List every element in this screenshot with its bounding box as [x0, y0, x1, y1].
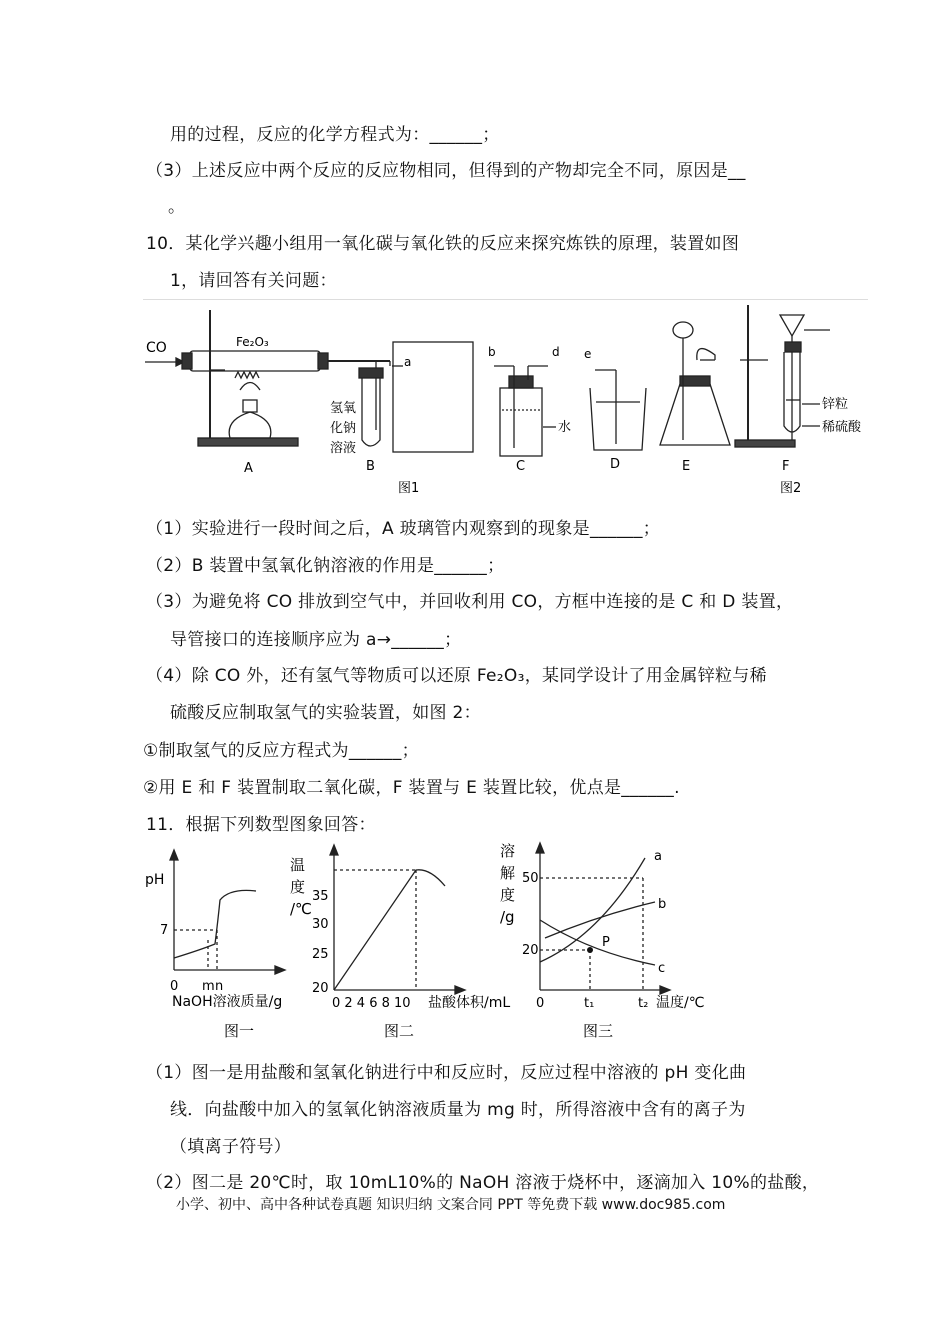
g3-curve-c: c	[658, 961, 666, 976]
acid-label: 稀硫酸	[822, 420, 862, 435]
text-line: （3）为避免将 CO 排放到空气中，并回收利用 CO，方框中连接的是 C 和 D 装置，	[146, 592, 794, 612]
g3-ylabel2: 解	[500, 864, 516, 882]
text-line: （1）图一是用盐酸和氢氧化钠进行中和反应时，反应过程中溶液的 pH 变化曲	[146, 1063, 747, 1083]
g1-y7: 7	[160, 923, 169, 938]
g1-xlabel: NaOH溶液质量/g	[172, 994, 283, 1010]
g3-caption: 图三	[583, 1022, 614, 1040]
water-label: 水	[558, 420, 572, 435]
g3-t1: t₁	[584, 996, 595, 1011]
g2-ylabel3: /℃	[290, 900, 312, 918]
g2-xticks: 0 2 4 6 8 10	[332, 996, 411, 1011]
label-C: C	[516, 459, 526, 474]
g2-tick-35: 35	[312, 889, 329, 904]
co-label: CO	[146, 340, 167, 356]
g2-caption: 图二	[384, 1022, 415, 1040]
g1-caption: 图一	[224, 1022, 255, 1040]
text-line: 用的过程，反应的化学方程式为：______；	[170, 125, 500, 145]
naoh-label-3: 溶液	[330, 441, 357, 456]
port-e-label: e	[584, 347, 592, 361]
naoh-label-1: 氢氧	[330, 401, 357, 416]
text-line: 硫酸反应制取氢气的实验装置，如图 2：	[170, 703, 481, 723]
g3-y20: 20	[522, 943, 539, 958]
text-line: 11．根据下列数型图象回答：	[146, 815, 376, 835]
text-line: 1，请回答有关问题：	[170, 271, 337, 291]
port-b-label: b	[488, 345, 496, 359]
g1-x0: 0	[170, 979, 179, 994]
label-A: A	[244, 461, 253, 476]
g3-curve-a: a	[654, 849, 662, 864]
text-line: （4）除 CO 外，还有氢气等物质可以还原 Fe₂O₃，某同学设计了用金属锌粒与稀	[146, 666, 767, 686]
g3-ylabel3: 度	[500, 886, 516, 904]
g3-ylabel4: /g	[500, 908, 515, 926]
text-line: （3）上述反应中两个反应的反应物相同，但得到的产物却完全不同，原因是__	[146, 161, 746, 181]
g3-y50: 50	[522, 871, 539, 886]
text-line: （1）实验进行一段时间之后，A 玻璃管内观察到的现象是______；	[146, 519, 661, 539]
text-line: ①制取氢气的反应方程式为______；	[143, 741, 419, 761]
text-line: （填离子符号）	[170, 1137, 292, 1157]
text-line: 。	[168, 197, 186, 217]
zinc-label: 锌粒	[822, 397, 849, 412]
label-B: B	[366, 459, 375, 474]
graphs-figure	[140, 840, 730, 1045]
g3-point-p: P	[602, 935, 610, 950]
g2-ylabel1: 温	[290, 856, 306, 874]
g1-xn: n	[215, 979, 224, 994]
g1-xm: m	[202, 979, 215, 994]
label-F: F	[782, 459, 790, 474]
g3-ylabel1: 溶	[500, 842, 516, 860]
text-line: 线．向盐酸中加入的氢氧化钠溶液质量为 mg 时，所得溶液中含有的离子为	[170, 1100, 746, 1120]
text-line: （2）B 装置中氢氧化钠溶液的作用是______；	[146, 556, 505, 576]
g2-tick-30: 30	[312, 917, 329, 932]
naoh-label-2: 化钠	[330, 421, 357, 436]
g2-xlabel: 盐酸体积/mL	[428, 995, 511, 1011]
g3-curve-b: b	[658, 897, 667, 912]
text-line: （2）图二是 20℃时，取 10mL10%的 NaOH 溶液于烧杯中，逐滴加入 10%的盐酸，	[146, 1173, 820, 1193]
label-D: D	[610, 457, 621, 472]
apparatus-figure	[140, 300, 880, 505]
g3-xlabel: 温度/℃	[656, 995, 705, 1011]
g1-ylabel: pH	[145, 872, 165, 888]
text-line: 导管接口的连接顺序应为 a→______；	[170, 630, 462, 650]
g2-tick-25: 25	[312, 947, 329, 962]
fe2o3-label: Fe₂O₃	[236, 335, 269, 349]
text-line: ②用 E 和 F 装置制取二氧化碳，F 装置与 E 装置比较，优点是______.	[143, 778, 680, 798]
page-footer: 小学、初中、高中各种试卷真题 知识归纳 文案合同 PPT 等免费下载 www.doc985.com	[176, 1197, 726, 1213]
text-line: 10．某化学兴趣小组用一氧化碳与氧化铁的反应来探究炼铁的原理，装置如图	[146, 234, 740, 254]
g2-ylabel2: 度	[290, 878, 306, 896]
g3-x0: 0	[536, 996, 545, 1011]
fig1-caption: 图1	[398, 481, 420, 496]
label-E: E	[682, 459, 691, 474]
g2-tick-20: 20	[312, 981, 329, 996]
port-d-label: d	[552, 345, 560, 359]
fig2-caption: 图2	[780, 481, 802, 496]
g3-t2: t₂	[638, 996, 649, 1011]
port-a-label: a	[404, 355, 412, 369]
